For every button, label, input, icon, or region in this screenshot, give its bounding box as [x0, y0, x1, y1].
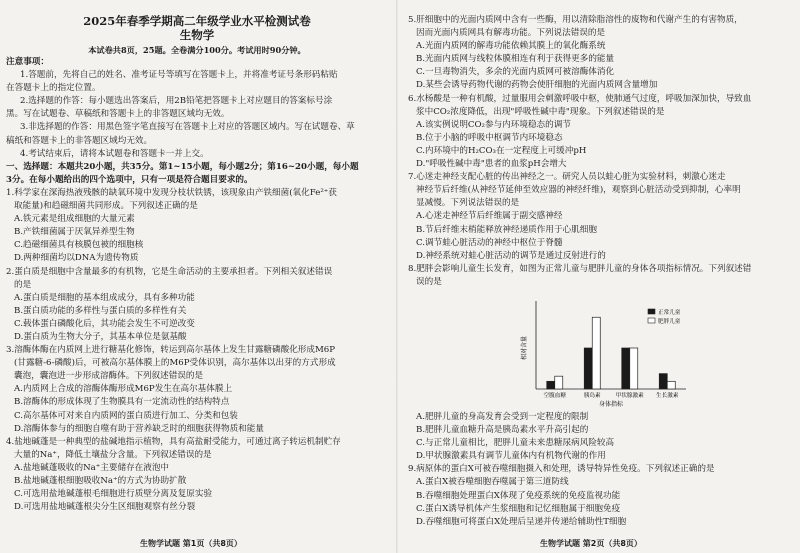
question-line: 3.溶酶体酶在内质网上进行糖基化修饰，转运到高尔基体上发生甘露糖磷酸化形成M6P [6, 345, 336, 356]
question-line: B.节后纤维末梢能释放神经递质作用于心肌细胞 [416, 224, 597, 235]
bar-normal-3 [659, 374, 667, 389]
x-tick-label: 甲状腺激素 [615, 392, 644, 399]
question-line: A.铁元素是组成细胞的大量元素 [14, 214, 135, 225]
legend-label: 正常儿童 [658, 309, 681, 316]
question-line: A.该实例说明CO₂参与内环境稳态的调节 [416, 119, 571, 130]
question-line: 8.肥胖会影响儿童生长发育，如图为正常儿童与肥胖儿童的身体各项指标情况。下列叙述错 [408, 263, 752, 274]
notice-line: 稿纸和答题卡上的非答题区域均无效。 [6, 135, 153, 146]
question-line: A.肥胖儿童的身高发育会受到一定程度的限制 [416, 411, 589, 422]
question-line: 9.病原体的蛋白X可被吞噬细胞摄入和处理，诱导特异性免疫。下列叙述正确的是 [408, 464, 715, 475]
question-line: B.溶酶体的形成体现了生物膜具有一定流动性的结构特点 [14, 397, 230, 408]
x-axis-label: 身体指标 [598, 400, 624, 408]
notice-line: 在答题卡上的指定位置。 [6, 83, 101, 94]
question-line: D.甲状腺激素具有调节儿童体内有机物代谢的作用 [416, 451, 606, 462]
question-line: 因而光面内质网具有解毒功能。下列说法错误的是 [416, 28, 606, 39]
x-tick-label: 胰岛素 [583, 392, 601, 399]
notice-line: 4.考试结束后，请将本试题卷和答题卡一并上交。 [20, 148, 209, 159]
bar-normal-2 [622, 348, 630, 389]
page-fold [396, 0, 398, 553]
x-tick-label: 空腹血糖 [543, 392, 566, 399]
question-line: C.高尔基体可对来自内质网的蛋白质进行加工、分类和包装 [14, 410, 238, 421]
question-line: (甘露糖-6-磷酸)后，可被高尔基体膜上的M6P受体识别，高尔基体以出芽的方式形成 [14, 358, 336, 369]
question-line: 1.科学家在深海热液残骸的缺氧环境中发现分枝状铁锈，该现象由产铁细菌(氧化Fe²⁺获 [6, 187, 337, 198]
section-header [6, 161, 388, 187]
notice-list [6, 69, 388, 161]
bar-chart [408, 291, 794, 409]
question-list-top [408, 14, 794, 289]
question-line: B.位于小脑的呼吸中枢调节内环境稳态 [416, 132, 563, 143]
question-line: D.某些会诱导药物代谢的药物会使肝细胞的光面内质网含量增加 [416, 80, 658, 91]
legend-swatch [648, 318, 655, 323]
bar-obese-3 [667, 381, 675, 389]
notice-line: 黑。写在试题卷、草稿纸和答题卡上的非答题区域均无效。 [6, 109, 230, 120]
question-line: A.心迷走神经节后纤维属于副交感神经 [416, 211, 563, 222]
left-page [6, 14, 388, 514]
question-line: A.蛋白X被吞噬细胞吞噬属于第三道防线 [416, 477, 569, 488]
question-line: 的是 [14, 279, 32, 290]
bar-normal-1 [584, 348, 592, 389]
question-line: B.产铁细菌属于厌氧异养型生物 [14, 227, 135, 238]
question-line: B.光面内质网与线粒体膜相连有利于获得更多的能量 [416, 54, 615, 65]
question-line: B.吞噬细胞处理蛋白X体现了免疫系统的免疫监视功能 [416, 490, 621, 501]
question-line: D."呼吸性碱中毒"患者的血浆pH会增大 [416, 159, 567, 170]
question-line: C.趋磁细菌具有核膜包被的细胞核 [14, 240, 144, 251]
question-line: A.光面内质网的解毒功能依赖其膜上的氧化酶系统 [416, 41, 606, 52]
legend-swatch [648, 309, 655, 314]
bar-obese-1 [592, 317, 600, 389]
page-footer-right: 生物学试题 第2页（共8页） [540, 539, 642, 548]
question-line: C.蛋白X诱导机体产生浆细胞和记忆细胞属于细胞免疫 [416, 503, 621, 514]
question-line: A.内质网上合成的溶酶体酶形成M6P发生在高尔基体膜上 [14, 384, 233, 395]
question-line: C.一旦毒物消失，多余的光面内质网可被溶酶体消化 [416, 67, 615, 78]
legend-label: 肥胖儿童 [658, 318, 681, 325]
question-line: D.蛋白质为生物大分子，其基本单位是氨基酸 [14, 331, 187, 342]
question-line: 囊泡，囊泡进一步形成溶酶体。下列叙述错误的是 [14, 371, 204, 382]
exam-info: 本试卷共8页，25题。全卷满分100分。考试用时90分钟。 [88, 45, 306, 55]
question-line: D.两种细菌均以DNA为遗传物质 [14, 253, 139, 264]
subject-title: 生物学 [179, 28, 215, 42]
question-line: 神经节后纤维(从神经节延伸至效应器的神经纤维)，观察到心脏活动受到抑制，心率明 [416, 185, 741, 196]
question-line: C.载体蛋白磷酸化后，其功能会发生不可逆改变 [14, 318, 195, 329]
question-line: C.与正常儿童相比，肥胖儿童未来患糖尿病风险较高 [416, 438, 615, 449]
bar-normal-0 [547, 381, 555, 389]
question-line: 浆中CO₂浓度降低，出现"呼吸性碱中毒"现象。下列叙述错误的是 [416, 106, 665, 117]
notice-line: 2.选择题的作答：每小题选出答案后，用2B铅笔把答题卡上对应题目的答案标号涂 [20, 96, 333, 107]
x-tick-label: 生长激素 [656, 392, 679, 399]
question-line: B.肥胖儿童血糖升高是胰岛素水平升高引起的 [416, 425, 589, 436]
question-line: A.蛋白质是细胞的基本组成成分，具有多种功能 [14, 292, 195, 303]
question-line: D.溶酶体参与的细胞自噬有助于营养缺乏时的细胞获得物质和能量 [14, 423, 264, 434]
y-axis-label: 相对含量 [521, 335, 528, 360]
page-footer-left: 生物学试题 第1页（共8页） [140, 539, 242, 548]
notice-line: 1.答题前，先将自己的姓名、准考证号等填写在答题卡上，并将准考证号条形码粘贴 [20, 70, 338, 81]
question-line: 显减慢。下列说法错误的是 [416, 198, 520, 209]
section-line: 一、选择题：本题共20小题，共35分。第1~15小题，每小题2分；第16~20小题，每小题 [6, 161, 359, 172]
question-line: C.调节蛙心脏活动的神经中枢位于脊髓 [416, 237, 563, 248]
question-line: C.可选用盐地碱蓬根毛细胞进行质壁分离及复原实验 [14, 489, 213, 500]
question-line: B.蛋白质功能的多样性与蛋白质的多样性有关 [14, 305, 187, 316]
question-line: 6.水杨酸是一种有机酸，过量服用会刺激呼吸中枢，使肺通气过度，呼吸加深加快，导致血 [408, 93, 752, 104]
question-line: 7.心迷走神经支配心脏的传出神经之一。研究人员以蛙心脏为实验材料，刺激心迷走 [408, 172, 726, 183]
question-line: D.神经系统对蛙心脏活动的调节是通过反射进行的 [416, 250, 606, 261]
question-line: B.盐地碱蓬根细胞吸收Na⁺的方式为协助扩散 [14, 476, 187, 486]
question-line: D.可选用盐地碱蓬根尖分生区细胞观察有丝分裂 [14, 502, 196, 513]
bar-obese-2 [630, 348, 638, 389]
question-line: C.内环境中的H₂CO₃在一定程度上可缓冲pH [416, 145, 587, 156]
question-line: 大量的Na⁺，降低土壤盐分含量。下列叙述错误的是 [14, 449, 212, 460]
question-list-bottom [408, 411, 794, 529]
bar-obese-0 [555, 376, 563, 389]
question-line: 误的是 [416, 276, 442, 287]
chart-figure [408, 291, 794, 409]
question-line: 4.盐地碱蓬是一种典型的盐碱地指示植物，具有高盐耐受能力，可通过离子转运机制贮存 [6, 436, 341, 447]
question-line: D.吞噬细胞可将蛋白X处理后呈递并传递给辅助性T细胞 [416, 516, 627, 527]
question-line: 5.肝细胞中的光面内质网中含有一些酶，用以清除脂溶性的废物和代谢产生的有害物质， [408, 15, 743, 25]
question-line: A.盐地碱蓬吸收的Na⁺主要储存在液泡中 [14, 462, 170, 473]
notice-heading: 注意事项： [6, 57, 49, 67]
exam-title: 2025年春季学期高二年级学业水平检测试卷 [83, 14, 311, 28]
question-line: 取能量)和趋磁细菌共同形成。下列叙述正确的是 [14, 201, 198, 212]
question-line: 2.蛋白质是细胞中含量最多的有机物，它是生命活动的主要承担者。下列相关叙述错误 [6, 266, 333, 277]
question-list [6, 187, 388, 514]
notice-line: 3.非选择题的作答：用黑色签字笔直接写在答题卡上对应的答题区域内。写在试题卷、草 [20, 122, 355, 133]
right-page [408, 14, 794, 529]
section-line: 3分。在每小题给出的四个选项中，只有一项是符合题目要求的。 [6, 174, 253, 185]
